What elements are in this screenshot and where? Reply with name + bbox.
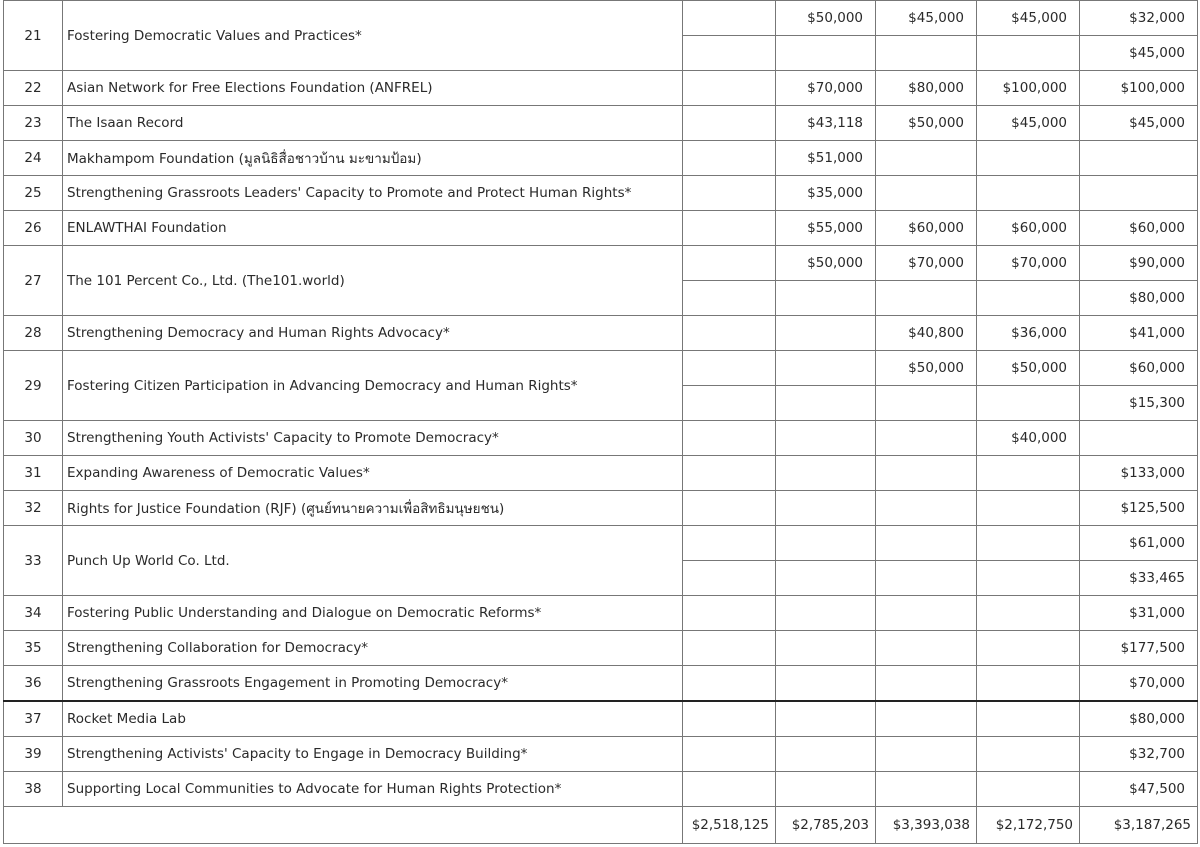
total-cell: $2,172,750: [977, 807, 1080, 844]
row-number: 25: [4, 176, 63, 211]
amount-cell: $33,465: [1080, 561, 1198, 596]
amount-cell: $51,000: [776, 141, 876, 176]
grantee-name: Expanding Awareness of Democratic Values*: [63, 456, 683, 491]
amount-cell: [683, 386, 776, 421]
grantee-name: Supporting Local Communities to Advocate for Human Rights Protection*: [63, 772, 683, 807]
amount-cell: [683, 1, 776, 36]
table-row: [4, 421, 1198, 456]
amount-cell: $45,000: [977, 1, 1080, 36]
amount-cell: $45,000: [977, 106, 1080, 141]
table-row: [4, 631, 1198, 666]
amount-cell: $100,000: [1080, 71, 1198, 106]
amount-cell: [683, 211, 776, 246]
amount-cell: [1080, 141, 1198, 176]
table-row: [4, 737, 1198, 772]
grantee-name: Strengthening Youth Activists' Capacity to Promote Democracy*: [63, 421, 683, 456]
row-number: 35: [4, 631, 63, 666]
amount-cell: $60,000: [977, 211, 1080, 246]
row-number: 23: [4, 106, 63, 141]
amount-cell: $45,000: [1080, 106, 1198, 141]
amount-cell: $70,000: [876, 246, 977, 281]
table-row: [4, 526, 1198, 561]
grantee-name: Asian Network for Free Elections Foundation (ANFREL): [63, 71, 683, 106]
table-row: [4, 351, 1198, 386]
grantee-name: The 101 Percent Co., Ltd. (The101.world): [63, 246, 683, 316]
amount-cell: [977, 737, 1080, 772]
amount-cell: [776, 386, 876, 421]
table-row: [4, 316, 1198, 351]
row-number: 33: [4, 526, 63, 596]
amount-cell: $60,000: [1080, 211, 1198, 246]
amount-cell: [683, 526, 776, 561]
amount-cell: [876, 141, 977, 176]
amount-cell: [876, 666, 977, 702]
grantee-name: Fostering Public Understanding and Dialogue on Democratic Reforms*: [63, 596, 683, 631]
amount-cell: [683, 106, 776, 141]
amount-cell: $35,000: [776, 176, 876, 211]
grantee-name: Strengthening Activists' Capacity to Engage in Democracy Building*: [63, 737, 683, 772]
amount-cell: [876, 561, 977, 596]
amount-cell: $133,000: [1080, 456, 1198, 491]
amount-cell: [683, 351, 776, 386]
totals-label-cell: [4, 807, 683, 844]
grantee-name: Strengthening Collaboration for Democracy*: [63, 631, 683, 666]
amount-cell: [683, 772, 776, 807]
table-row: [4, 106, 1198, 141]
grantee-name: Fostering Democratic Values and Practices*: [63, 1, 683, 71]
table-row: [4, 666, 1198, 702]
amount-cell: [776, 351, 876, 386]
row-number: 26: [4, 211, 63, 246]
table-row: [4, 141, 1198, 176]
amount-cell: [776, 36, 876, 71]
amount-cell: $47,500: [1080, 772, 1198, 807]
amount-cell: [876, 701, 977, 737]
grantee-name: Strengthening Grassroots Engagement in Promoting Democracy*: [63, 666, 683, 702]
amount-cell: [776, 737, 876, 772]
amount-cell: [683, 316, 776, 351]
amount-cell: [876, 526, 977, 561]
grantee-name: ENLAWTHAI Foundation: [63, 211, 683, 246]
amount-cell: [683, 666, 776, 702]
amount-cell: [876, 281, 977, 316]
amount-cell: [977, 491, 1080, 526]
amount-cell: [683, 596, 776, 631]
amount-cell: [776, 456, 876, 491]
grantee-name: Punch Up World Co. Ltd.: [63, 526, 683, 596]
amount-cell: [876, 176, 977, 211]
grantee-name: Rights for Justice Foundation (RJF) (ศูนย์ทนายความเพื่อสิทธิมนุษยชน): [63, 491, 683, 526]
table-row: [4, 1, 1198, 36]
amount-cell: [683, 246, 776, 281]
amount-cell: [876, 631, 977, 666]
total-cell: $3,393,038: [876, 807, 977, 844]
amount-cell: $177,500: [1080, 631, 1198, 666]
amount-cell: [977, 772, 1080, 807]
total-cell: $2,785,203: [776, 807, 876, 844]
amount-cell: [683, 456, 776, 491]
amount-cell: $15,300: [1080, 386, 1198, 421]
amount-cell: $41,000: [1080, 316, 1198, 351]
amount-cell: [977, 596, 1080, 631]
amount-cell: [876, 772, 977, 807]
total-cell: $3,187,265: [1080, 807, 1198, 844]
amount-cell: $50,000: [977, 351, 1080, 386]
table-row: [4, 246, 1198, 281]
amount-cell: [776, 772, 876, 807]
amount-cell: $31,000: [1080, 596, 1198, 631]
row-number: 36: [4, 666, 63, 702]
amount-cell: $90,000: [1080, 246, 1198, 281]
row-number: 21: [4, 1, 63, 71]
table-row: [4, 176, 1198, 211]
amount-cell: [683, 491, 776, 526]
amount-cell: $32,700: [1080, 737, 1198, 772]
amount-cell: [683, 71, 776, 106]
grantee-name: Strengthening Democracy and Human Rights Advocacy*: [63, 316, 683, 351]
amount-cell: [1080, 421, 1198, 456]
row-number: 32: [4, 491, 63, 526]
amount-cell: [977, 36, 1080, 71]
amount-cell: $45,000: [876, 1, 977, 36]
amount-cell: [683, 631, 776, 666]
amount-cell: [683, 141, 776, 176]
amount-cell: [876, 421, 977, 456]
grantee-name: Fostering Citizen Participation in Advancing Democracy and Human Rights*: [63, 351, 683, 421]
total-cell: $2,518,125: [683, 807, 776, 844]
amount-cell: [776, 281, 876, 316]
row-number: 27: [4, 246, 63, 316]
grantee-name: The Isaan Record: [63, 106, 683, 141]
amount-cell: $70,000: [977, 246, 1080, 281]
table-row: [4, 211, 1198, 246]
table-row: [4, 701, 1198, 737]
amount-cell: $43,118: [776, 106, 876, 141]
amount-cell: [683, 561, 776, 596]
row-number: 34: [4, 596, 63, 631]
amount-cell: [977, 666, 1080, 702]
grantee-name: Strengthening Grassroots Leaders' Capacity to Promote and Protect Human Rights*: [63, 176, 683, 211]
grantee-name: Rocket Media Lab: [63, 701, 683, 737]
amount-cell: [977, 141, 1080, 176]
row-number: 37: [4, 701, 63, 737]
grantee-name: Makhampom Foundation (มูลนิธิสื่อชาวบ้าน มะขามป้อม): [63, 141, 683, 176]
amount-cell: [977, 701, 1080, 737]
row-number: 38: [4, 772, 63, 807]
row-number: 29: [4, 351, 63, 421]
amount-cell: [977, 456, 1080, 491]
amount-cell: [683, 701, 776, 737]
amount-cell: [776, 421, 876, 456]
amount-cell: [776, 596, 876, 631]
amount-cell: [876, 386, 977, 421]
amount-cell: [776, 561, 876, 596]
amount-cell: $50,000: [776, 246, 876, 281]
amount-cell: [776, 491, 876, 526]
amount-cell: [776, 666, 876, 702]
amount-cell: $100,000: [977, 71, 1080, 106]
amount-cell: [876, 36, 977, 71]
amount-cell: [977, 386, 1080, 421]
table-row: [4, 456, 1198, 491]
amount-cell: [1080, 176, 1198, 211]
amount-cell: $60,000: [1080, 351, 1198, 386]
amount-cell: $50,000: [876, 351, 977, 386]
row-number: 39: [4, 737, 63, 772]
amount-cell: $40,000: [977, 421, 1080, 456]
amount-cell: $45,000: [1080, 36, 1198, 71]
amount-cell: [683, 36, 776, 71]
amount-cell: $32,000: [1080, 1, 1198, 36]
amount-cell: [977, 281, 1080, 316]
amount-cell: $80,000: [876, 71, 977, 106]
amount-cell: $55,000: [776, 211, 876, 246]
row-number: 24: [4, 141, 63, 176]
amount-cell: [776, 316, 876, 351]
amount-cell: [876, 456, 977, 491]
row-number: 31: [4, 456, 63, 491]
table-row: [4, 491, 1198, 526]
amount-cell: $70,000: [1080, 666, 1198, 702]
amount-cell: $61,000: [1080, 526, 1198, 561]
amount-cell: [776, 526, 876, 561]
amount-cell: $50,000: [876, 106, 977, 141]
amount-cell: [683, 737, 776, 772]
table-row: [4, 596, 1198, 631]
row-number: 30: [4, 421, 63, 456]
table-row: [4, 71, 1198, 106]
amount-cell: $50,000: [776, 1, 876, 36]
amount-cell: [683, 176, 776, 211]
amount-cell: [977, 526, 1080, 561]
amount-cell: [876, 737, 977, 772]
amount-cell: [776, 701, 876, 737]
grants-table: [3, 0, 1198, 844]
totals-row: [4, 807, 1198, 844]
amount-cell: $80,000: [1080, 701, 1198, 737]
amount-cell: [683, 421, 776, 456]
amount-cell: $125,500: [1080, 491, 1198, 526]
table-row: [4, 772, 1198, 807]
amount-cell: $80,000: [1080, 281, 1198, 316]
amount-cell: [876, 596, 977, 631]
amount-cell: $60,000: [876, 211, 977, 246]
amount-cell: [776, 631, 876, 666]
amount-cell: [977, 631, 1080, 666]
amount-cell: [977, 561, 1080, 596]
amount-cell: [876, 491, 977, 526]
row-number: 28: [4, 316, 63, 351]
amount-cell: [683, 281, 776, 316]
amount-cell: $36,000: [977, 316, 1080, 351]
row-number: 22: [4, 71, 63, 106]
amount-cell: $70,000: [776, 71, 876, 106]
amount-cell: [977, 176, 1080, 211]
amount-cell: $40,800: [876, 316, 977, 351]
